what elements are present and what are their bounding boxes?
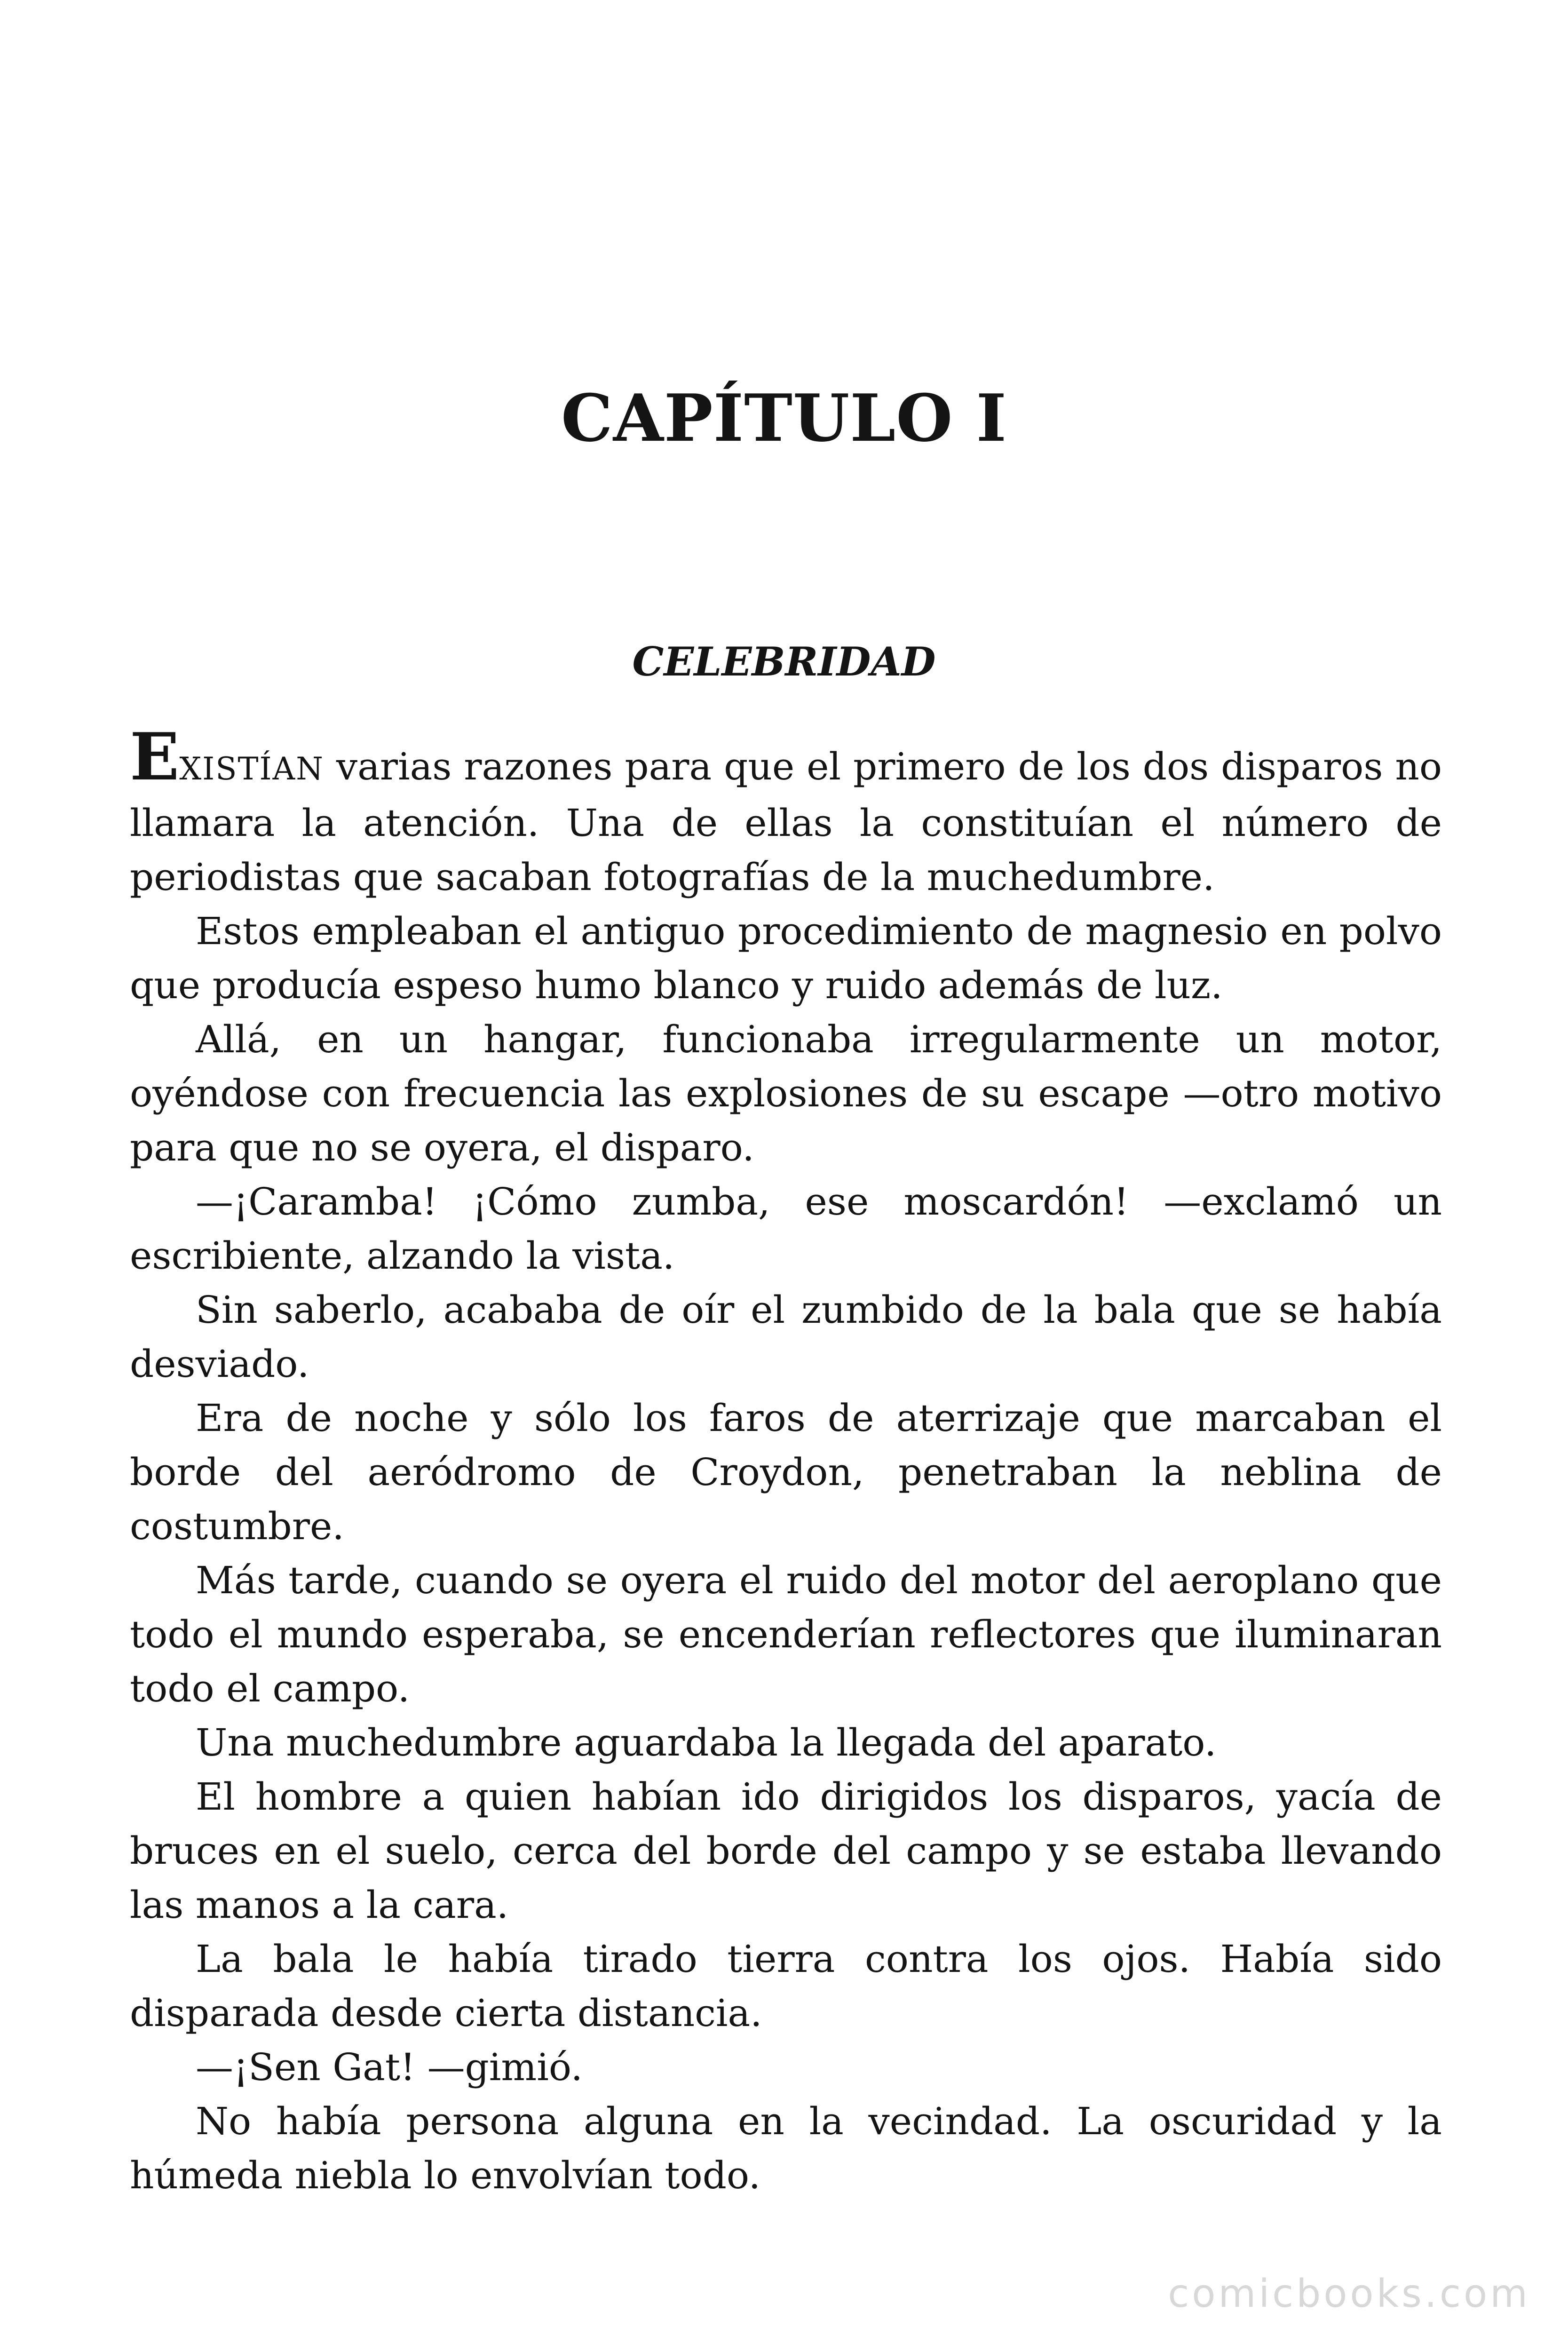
- paragraph: No había persona alguna en la vecindad. La oscuridad y la húmeda niebla lo envolvían todo.: [130, 2099, 1442, 2197]
- paragraph: La bala le había tirado tierra contra los ojos. Había sido disparada desde cierta distancia.: [130, 1937, 1442, 2035]
- chapter-body: [130, 718, 1442, 2202]
- paragraph-text: varias razones para que el primero de los dos disparos no llamara la atención. Una de ellas la constituían el número de periodistas que sacaban fotografías de la muchedumbre.: [130, 745, 1442, 899]
- drop-cap: E: [130, 718, 180, 795]
- paragraph: —¡Caramba! ¡Cómo zumba, ese moscardón! —exclamó un escribiente, alzando la vista.: [130, 1180, 1442, 1278]
- paragraph: Una muchedumbre aguardaba la llegada del aparato.: [196, 1721, 1217, 1764]
- paragraph-first: [130, 718, 1442, 904]
- paragraph: —¡Sen Gat! —gimió.: [196, 2045, 583, 2089]
- chapter-title: CAPÍTULO I: [561, 380, 1007, 456]
- paragraph: El hombre a quien habían ido dirigidos los disparos, yacía de bruces en el suelo, cerca del borde del campo y se estaba llevando las manos a la cara.: [130, 1775, 1442, 1927]
- watermark: comicbooks.com: [1168, 2272, 1530, 2316]
- section-title: CELEBRIDAD: [632, 638, 936, 685]
- paragraph: Estos empleaban el antiguo procedimiento de magnesio en polvo que producía espeso humo blanco y ruido además de luz.: [130, 909, 1442, 1007]
- paragraph: Era de noche y sólo los faros de aterrizaje que marcaban el borde del aeródromo de Croydon, penetraban la neblina de costumbre.: [130, 1396, 1442, 1548]
- paragraph: Sin saberlo, acababa de oír el zumbido de la bala que se había desviado.: [130, 1288, 1442, 1386]
- paragraph: Allá, en un hangar, funcionaba irregularmente un motor, oyéndose con frecuencia las explosiones de su escape —otro motivo para que no se oyera, el disparo.: [130, 1017, 1442, 1169]
- paragraph: Más tarde, cuando se oyera el ruido del motor del aeroplano que todo el mundo esperaba, se encenderían reflectores que iluminaran todo el campo.: [130, 1558, 1442, 1710]
- small-caps-word: XISTÍAN: [179, 751, 324, 787]
